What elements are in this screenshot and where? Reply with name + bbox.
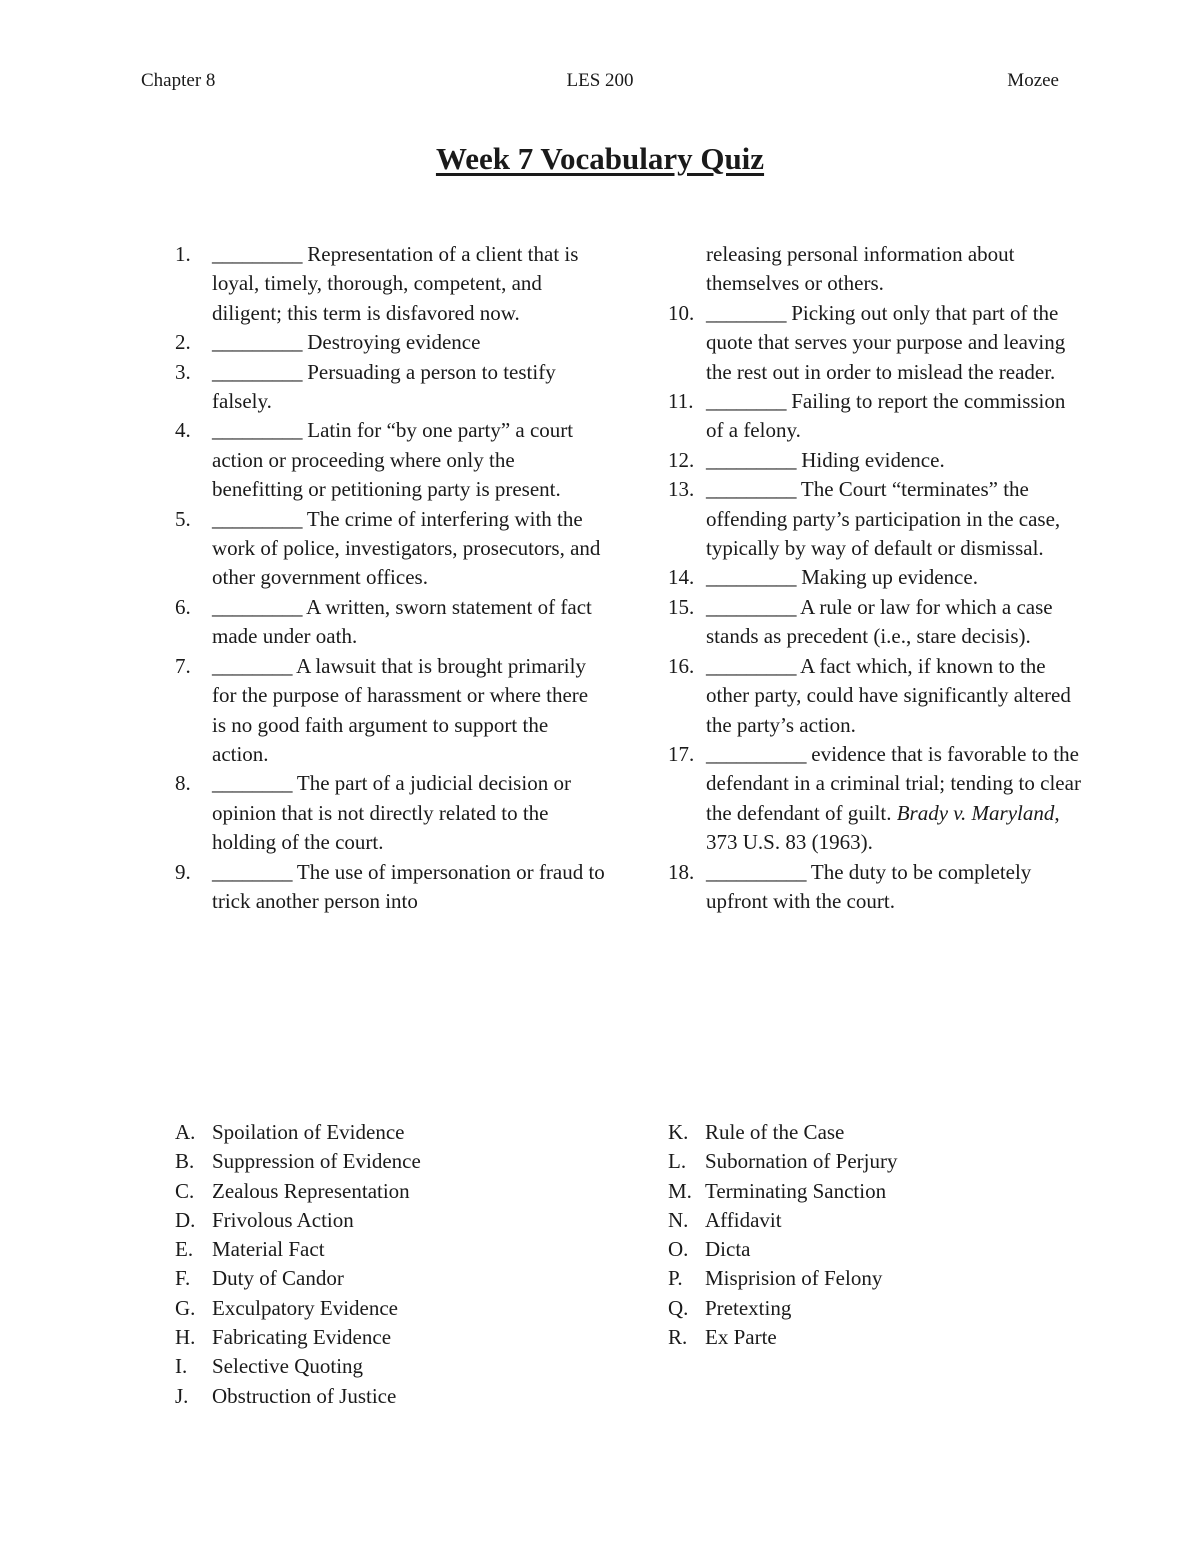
question-text: A fact which, if known to the other party, could have significantly altered the party’s action. (706, 653, 1071, 737)
option-letter: L. (668, 1149, 687, 1174)
header-course: LES 200 (566, 70, 634, 91)
page-header (141, 70, 1059, 96)
answer-option (175, 1323, 595, 1352)
answer-option (668, 1323, 1088, 1352)
answer-options-left (175, 1118, 595, 1411)
question-number: 7. (175, 653, 191, 678)
option-term: Ex Parte (705, 1325, 777, 1350)
question-text: Failing to report the commission of a felony. (706, 389, 1066, 443)
question-item (175, 240, 605, 328)
answer-option (175, 1235, 595, 1264)
question-number: 15. (668, 594, 695, 619)
answer-blank[interactable]: _________ (706, 565, 796, 590)
option-term: Spoilation of Evidence (212, 1120, 405, 1144)
question-number: 1. (175, 242, 191, 266)
question-continuation: releasing personal information about themselves or others. (706, 242, 1015, 296)
question-text: The part of a judicial decision or opinion that is not directly related to the holding of the court. (212, 771, 571, 855)
option-letter: H. (175, 1325, 196, 1350)
answer-option (668, 1235, 1088, 1264)
question-item (175, 769, 605, 857)
option-term: Material Fact (212, 1237, 325, 1262)
question-item (668, 299, 1088, 387)
question-item (175, 652, 605, 770)
question-number: 12. (668, 447, 695, 472)
option-letter: C. (175, 1178, 195, 1203)
question-number: 9. (175, 859, 191, 884)
answer-option (175, 1352, 595, 1381)
question-text: Making up evidence. (796, 565, 978, 590)
question-number: 11. (668, 389, 694, 414)
question-text: Latin for “by one party” a court action or proceeding where only the benefitting or petitioning party is present. (212, 418, 574, 502)
answer-blank[interactable]: _________ (706, 447, 796, 472)
answer-blank[interactable]: _________ (212, 506, 302, 531)
question-text: Persuading a person to testify falsely. (212, 359, 556, 414)
answer-options-right (668, 1118, 1088, 1352)
question-text: Picking out only that part of the quote that serves your purpose and leaving the rest out in order to mislead the reader. (706, 300, 1066, 384)
answer-option (668, 1206, 1088, 1235)
option-letter: R. (668, 1325, 688, 1350)
question-number: 17. (668, 741, 695, 766)
question-text: evidence that is favorable to the defendant in a criminal trial; tending to clear the defendant of guilt. (706, 741, 1081, 825)
question-number: 16. (668, 653, 695, 678)
answer-option (668, 1177, 1088, 1206)
answer-option (175, 1294, 595, 1323)
option-letter: A. (175, 1120, 196, 1144)
question-number: 4. (175, 418, 191, 443)
question-item (668, 740, 1088, 858)
option-term: Dicta (705, 1237, 751, 1262)
option-term: Terminating Sanction (705, 1178, 887, 1203)
question-item (668, 593, 1088, 652)
option-letter: M. (668, 1178, 692, 1203)
option-letter: P. (668, 1266, 683, 1291)
page-title: Week 7 Vocabulary Quiz (435, 141, 765, 176)
question-item (175, 358, 605, 417)
option-term: Misprision of Felony (705, 1266, 883, 1291)
question-text: A written, sworn statement of fact made under oath. (212, 594, 592, 649)
answer-blank[interactable]: __________ (706, 741, 806, 766)
question-number: 8. (175, 771, 191, 796)
question-item (668, 475, 1088, 563)
answer-blank[interactable]: ________ (706, 300, 786, 325)
question-item (668, 446, 1088, 475)
answer-option (175, 1206, 595, 1235)
option-term: Fabricating Evidence (212, 1325, 392, 1350)
option-letter: O. (668, 1237, 689, 1262)
option-term: Frivolous Action (212, 1207, 354, 1232)
question-item (175, 416, 605, 504)
answer-blank[interactable]: _________ (212, 594, 302, 619)
question-item (668, 563, 1088, 592)
question-number: 10. (668, 300, 695, 325)
questions-left-column (175, 240, 605, 916)
question-item (175, 505, 605, 593)
question-text: Hiding evidence. (796, 447, 945, 472)
option-letter: I. (175, 1354, 188, 1379)
answer-option (175, 1118, 595, 1147)
answer-blank[interactable]: ________ (212, 653, 292, 678)
option-term: Obstruction of Justice (212, 1383, 397, 1408)
option-term: Exculpatory Evidence (212, 1295, 399, 1320)
answer-option (175, 1264, 595, 1293)
question-text: The duty to be completely upfront with the court. (706, 859, 1032, 913)
answer-option (668, 1147, 1088, 1176)
question-text: A rule or law for which a case stands as precedent (i.e., stare decisis). (706, 594, 1053, 649)
option-letter: B. (175, 1149, 195, 1174)
option-term: Affidavit (705, 1207, 782, 1232)
answer-option (175, 1177, 595, 1206)
answer-blank[interactable]: _________ (212, 330, 302, 355)
option-term: Zealous Representation (212, 1178, 410, 1203)
option-term: Selective Quoting (212, 1354, 364, 1379)
answer-blank[interactable]: ________ (706, 389, 786, 414)
option-letter: J. (175, 1383, 189, 1408)
question-number: 6. (175, 594, 191, 619)
question-text: Destroying evidence (302, 330, 481, 355)
answer-option (668, 1264, 1088, 1293)
answer-blank[interactable]: ________ (212, 859, 292, 884)
option-letter: F. (175, 1266, 191, 1291)
case-name: Brady v. Maryland (896, 800, 1055, 825)
question-item (668, 652, 1088, 740)
answer-blank[interactable]: _________ (706, 477, 796, 502)
question-text: The use of impersonation or fraud to trick another person into (212, 859, 605, 913)
question-text: The Court “terminates” the offending party’s participation in the case, typically by way of default or dismissal. (706, 477, 1061, 561)
option-letter: Q. (668, 1295, 689, 1320)
question-item (668, 858, 1088, 917)
question-item (175, 328, 605, 357)
question-item (668, 387, 1088, 446)
answer-blank[interactable]: __________ (706, 859, 806, 884)
question-number: 5. (175, 506, 191, 531)
header-author: Mozee (1007, 70, 1059, 91)
answer-option (175, 1382, 595, 1411)
option-term: Duty of Candor (212, 1266, 344, 1291)
answer-blank[interactable]: _________ (212, 359, 302, 384)
answer-option (668, 1118, 1088, 1147)
case-citation: , 373 U.S. 83 (1963). (706, 800, 1060, 855)
question-text: Representation of a client that is loyal, timely, thorough, competent, and diligent; this term is disfavored now. (212, 242, 579, 325)
option-letter: G. (175, 1295, 196, 1320)
header-chapter: Chapter 8 (141, 70, 216, 91)
option-term: Pretexting (705, 1295, 792, 1320)
answer-option (668, 1294, 1088, 1323)
answer-blank[interactable]: _________ (706, 594, 796, 619)
question-item (175, 593, 605, 652)
answer-blank[interactable]: _________ (706, 653, 796, 678)
question-number: 2. (175, 330, 191, 355)
answer-option (175, 1147, 595, 1176)
option-term: Rule of the Case (705, 1120, 845, 1144)
answer-blank[interactable]: _________ (212, 242, 302, 266)
option-letter: E. (175, 1237, 194, 1262)
option-letter: D. (175, 1207, 196, 1232)
option-term: Suppression of Evidence (212, 1149, 421, 1174)
answer-blank[interactable]: ________ (212, 771, 292, 796)
question-number: 14. (668, 565, 695, 590)
option-term: Subornation of Perjury (705, 1149, 898, 1174)
question-text: The crime of interfering with the work of police, investigators, prosecutors, and other government offices. (212, 506, 601, 590)
question-number: 3. (175, 359, 191, 384)
option-letter: K. (668, 1120, 689, 1144)
question-number: 13. (668, 477, 695, 502)
question-number: 18. (668, 859, 695, 884)
answer-blank[interactable]: _________ (212, 418, 302, 443)
option-letter: N. (668, 1207, 689, 1232)
question-text: A lawsuit that is brought primarily for the purpose of harassment or where there is no good faith argument to support the action. (212, 653, 589, 766)
question-item (175, 858, 605, 917)
questions-right-column (668, 240, 1088, 916)
